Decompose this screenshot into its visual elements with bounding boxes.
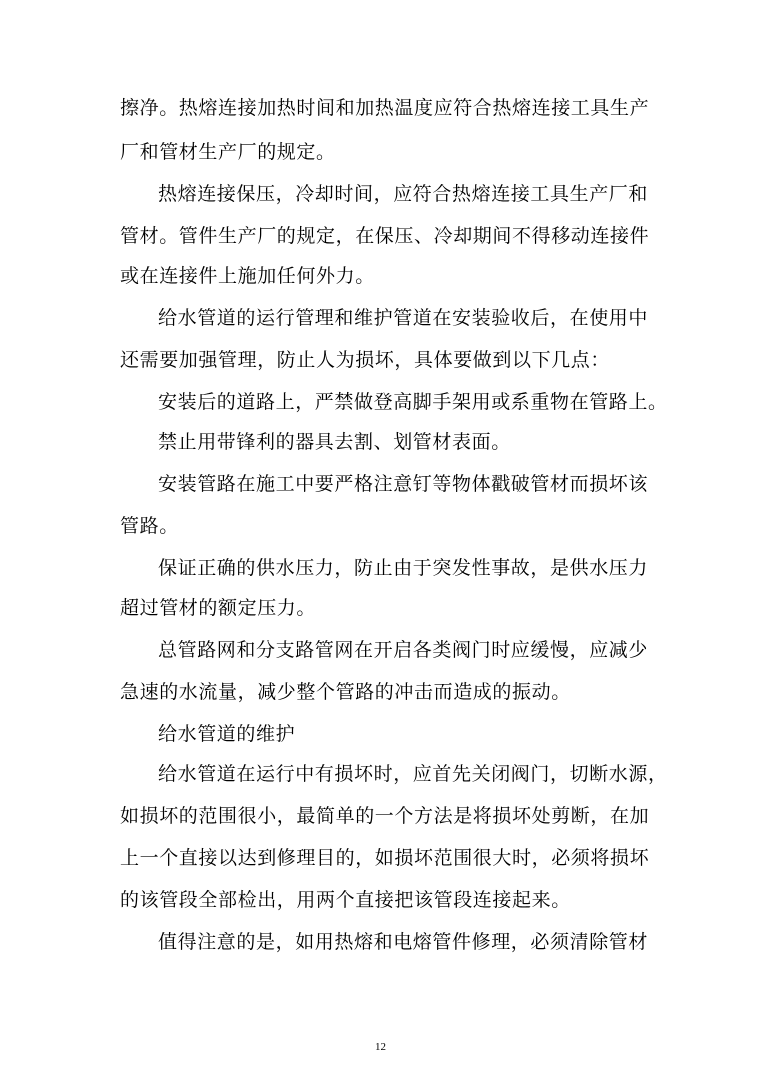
page-number: 12 [375,1041,386,1053]
paragraph-line: 超过管材的额定压力。 [120,597,317,619]
paragraph-line: 热熔连接保压，冷却时间，应符合热熔连接工具生产厂和 [158,183,649,205]
paragraph-line: 管材。管件生产厂的规定，在保压、冷却期间不得移动连接件 [120,225,650,247]
section-heading: 给水管道的维护 [158,723,296,745]
paragraph-line: 擦净。热熔连接加热时间和加热温度应符合热熔连接工具生产 [120,97,650,119]
paragraph-line: 给水管道的运行管理和维护管道在安装验收后，在使用中 [158,307,649,329]
paragraph-line: 给水管道在运行中有损坏时，应首先关闭阀门，切断水源， [158,763,668,785]
paragraph-line: 的该管段全部检出，用两个直接把该管段连接起来。 [120,889,571,911]
paragraph-line: 保证正确的供水压力，防止由于突发性事故，是供水压力 [158,557,649,579]
paragraph-line: 禁止用带锋利的器具去割、划管材表面。 [158,431,511,453]
paragraph-line: 安装管路在施工中要严格注意钉等物体戳破管材而损坏该 [158,473,649,495]
paragraph-line: 还需要加强管理，防止人为损坏，具体要做到以下几点： [120,349,611,371]
paragraph-line: 安装后的道路上，严禁做登高脚手架用或系重物在管路上。 [158,391,668,413]
paragraph-line: 或在连接件上施加任何外力。 [120,265,375,287]
paragraph-line: 厂和管材生产厂的规定。 [120,141,336,163]
paragraph-line: 总管路网和分支路管网在开启各类阀门时应缓慢，应减少 [158,639,649,661]
paragraph-line: 如损坏的范围很小，最简单的一个方法是将损坏处剪断，在加 [120,805,650,827]
paragraph-line: 急速的水流量，减少整个管路的冲击而造成的振动。 [120,681,571,703]
paragraph-line: 管路。 [120,515,179,537]
paragraph-line: 上一个直接以达到修理目的，如损坏范围很大时，必须将损坏 [120,847,650,869]
paragraph-line: 值得注意的是，如用热熔和电熔管件修理，必须清除管材 [158,931,649,953]
